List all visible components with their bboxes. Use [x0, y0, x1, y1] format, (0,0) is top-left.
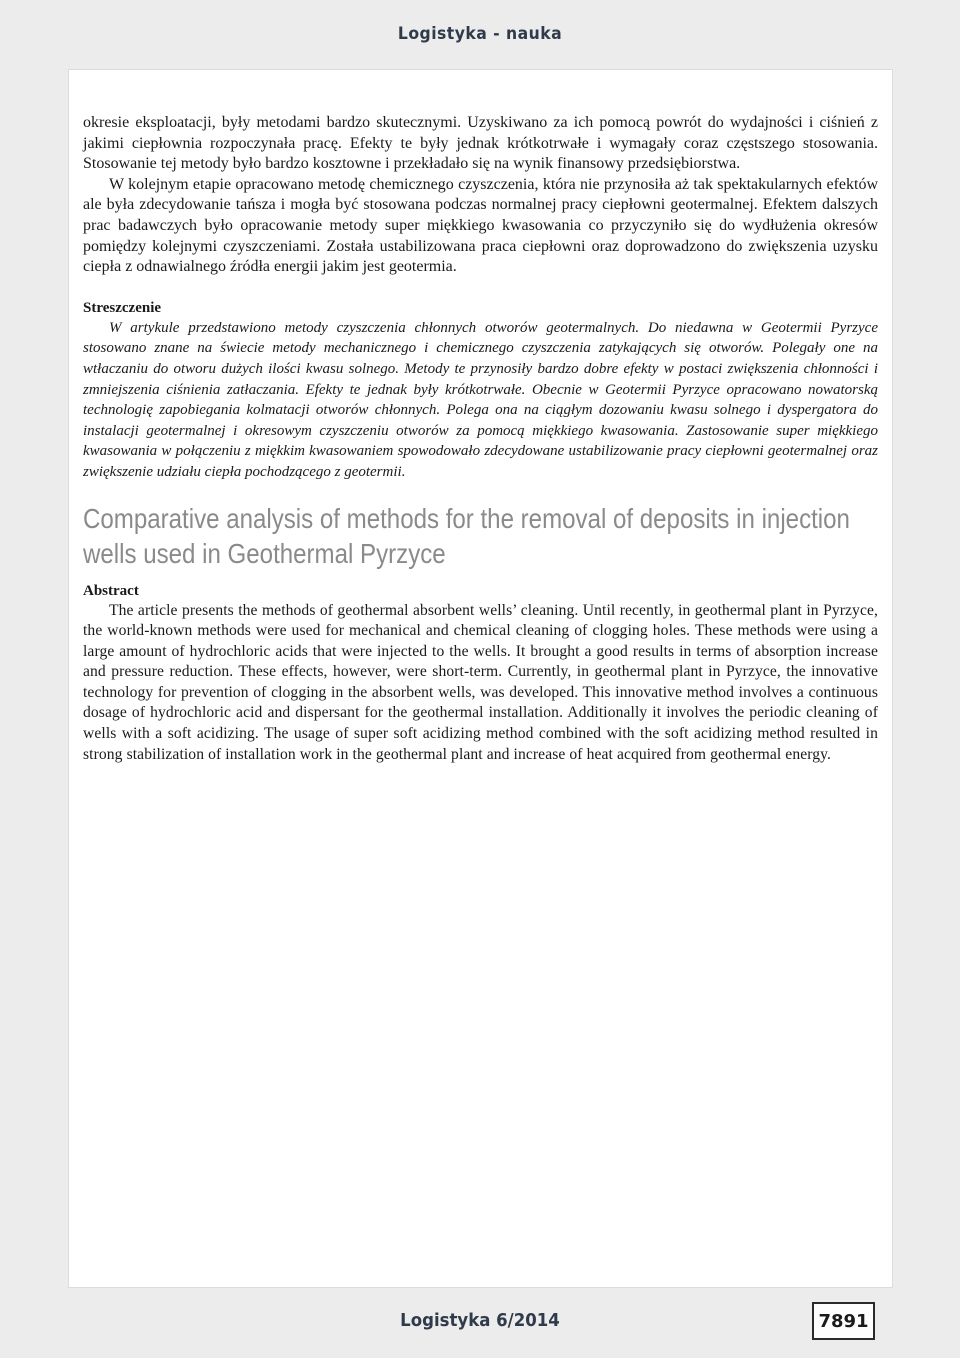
page-header [0, 0, 960, 70]
body-paragraph-1: okresie eksploatacji, były metodami bardzo skutecznymi. Uzyskiwano za ich pomocą powrót do wydajności i ciśnień z jakimi ciepłownia rozpoczynała pracę. Efekty te były jednak krótkotrwałe i wymagały coraz częstszego stosowania. Stosowanie tej metody było bardzo kosztowne i przekładało się na wynik finansowy przedsiębiorstwa. [83, 114, 878, 173]
streszczenie-text: W artykule przedstawiono metody czyszczenia chłonnych otworów geotermalnych. Do niedawna w Geotermii Pyrzyce stosowano znane na świecie metody mechanicznego i chemicznego czyszczenia zatykających się otworów. Polegały one na wtłaczaniu do otworu dużych ilości kwasu solnego. Metody te przynosiły bardzo dobre efekty w postaci zwiększenia chłonności i zmniejszenia ciśnienia zatłaczania. Efekty te jednak były krótkotrwałe. Obecnie w Geotermii Pyrzyce opracowano nowatorską technologię zapobiegania kolmatacji otworów chłonnych. Polega ona na ciągłym dozowaniu kwasu solnego i dyspergatora do instalacji geotermalnej i okresowym czyszczeniu otworów za pomocą miękkiego kwasowania. Zastosowanie super miękkiego kwasowania w połączeniu z miękkim kwasowaniem spowodowało zdecydowane ustabilizowanie pracy ciepłowni geotermalnej oraz zwiększenie udziału ciepła pochodzącego z geotermii. [83, 319, 878, 480]
header-title: Logistyka - nauka [397, 24, 563, 44]
footer-journal: Logistyka 6/2014 [400, 1310, 560, 1331]
body-paragraph-2: W kolejnym etapie opracowano metodę chemicznego czyszczenia, która nie przynosiła aż tak spektakularnych efektów ale była zdecydowanie tańsza i mogła być stosowana podczas normalnej pracy ciepłowni geotermalnej. Efektem dalszych prac badawczych było opracowanie metody super miękkiego kwasowania co przyczyniło się do wydłużenia okresów pomiędzy kolejnymi czyszczeniami. Została ustabilizowana praca ciepłowni oraz doprowadzono do zwiększenia uzysku ciepła z odnawialnego źródła energii jakim jest geotermia. [83, 175, 878, 276]
page-number: 7891 [812, 1302, 875, 1340]
abstract-heading: Abstract [83, 582, 139, 599]
page-sheet [68, 69, 893, 1288]
english-title: Comparative analysis of methods for the removal of deposits in injection wells used in Geothermal Pyrzyce [83, 502, 850, 569]
article-content [83, 113, 878, 765]
abstract-text: The article presents the methods of geothermal absorbent wells’ cleaning. Until recently, in geothermal plant in Pyrzyce, the world-known methods were used for mechanical and chemical cleaning of clogging holes. These methods were using a large amount of hydrochloric acids that were injected to the wells. It brought a good results in terms of absorption increase and pressure reduction. These effects, however, were short-term. Currently, in geothermal plant in Pyrzyce, the innovative technology for prevention of clogging in the absorbent wells, was developed. This innovative method involves a continuous dosage of hydrochloric acid and dispersant for the geothermal installation. Additionally it involves the periodic cleaning of wells with a soft acidizing. The usage of super soft acidizing method combined with the soft acidizing method resulted in strong stabilization of installation work in the geothermal plant and increase of heat acquired from geothermal energy. [83, 601, 878, 763]
streszczenie-heading: Streszczenie [83, 299, 162, 316]
